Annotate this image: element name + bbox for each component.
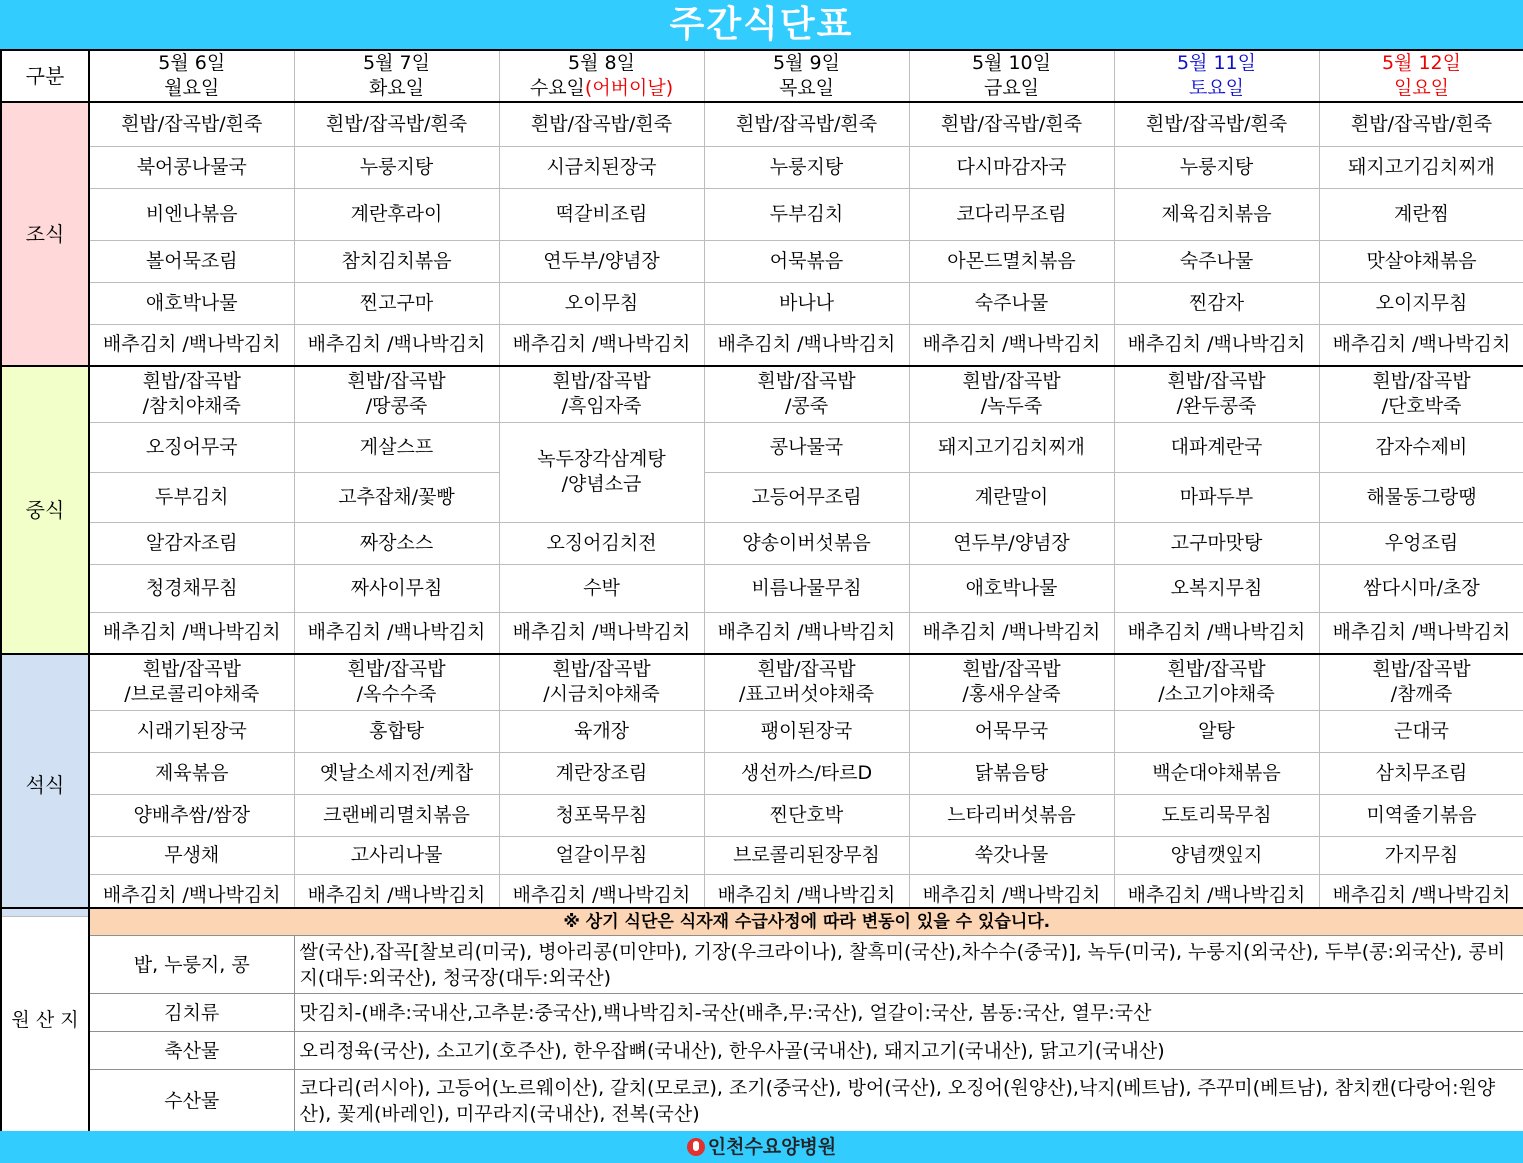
menu-item: 쌈다시마/초장 (1319, 564, 1523, 612)
menu-item: 제육김치볶음 (1114, 188, 1319, 240)
menu-item-line: /양념소금 (561, 473, 642, 495)
menu-item: 배추김치 /백나박김치 (704, 874, 909, 916)
breakfast-row (1, 282, 1523, 324)
menu-item: 고사리나물 (294, 836, 499, 874)
menu-item: 배추김치 /백나박김치 (294, 324, 499, 366)
lunch-row (1, 366, 1523, 422)
day-weekday-line (1115, 76, 1319, 101)
menu-item (499, 654, 704, 710)
menu-item: 육개장 (499, 710, 704, 752)
dinner-row (1, 752, 1523, 794)
menu-item: 계란장조림 (499, 752, 704, 794)
dinner-row (1, 794, 1523, 836)
breakfast-row (1, 188, 1523, 240)
menu-item: 시래기된장국 (89, 710, 294, 752)
menu-item: 짜장소스 (294, 522, 499, 564)
menu-item: 어묵무국 (909, 710, 1114, 752)
menu-item: 배추김치 /백나박김치 (499, 874, 704, 916)
menu-item: 생선까스/타르D (704, 752, 909, 794)
menu-item: 가지무침 (1319, 836, 1523, 874)
day-header (1114, 50, 1319, 102)
menu-item-line: /참치야채죽 (142, 395, 241, 418)
menu-item: 오징어무국 (89, 422, 294, 472)
menu-item: 흰밥/잡곡밥/흰죽 (1319, 102, 1523, 146)
dinner-row (1, 710, 1523, 752)
hospital-footer (0, 1131, 1523, 1163)
day-weekday-line (705, 76, 909, 101)
menu-item: 고추잡채/꽃빵 (294, 472, 499, 522)
menu-item-line: 흰밥/잡곡밥 (757, 370, 856, 393)
menu-item: 흰밥/잡곡밥/흰죽 (1114, 102, 1319, 146)
menu-item-line: 흰밥/잡곡밥 (1167, 658, 1266, 681)
menu-item: 어묵볶음 (704, 240, 909, 282)
menu-item: 배추김치 /백나박김치 (294, 612, 499, 654)
menu-item: 돼지고기김치찌개 (909, 422, 1114, 472)
menu-item: 연두부/양념장 (499, 240, 704, 282)
weekly-menu-table (0, 49, 1523, 917)
menu-item: 배추김치 /백나박김치 (499, 324, 704, 366)
menu-item: 흰밥/잡곡밥/흰죽 (294, 102, 499, 146)
menu-item: 오복지무침 (1114, 564, 1319, 612)
menu-item-line: 녹두장각삼계탕 (537, 448, 666, 470)
menu-item: 애호박나물 (909, 564, 1114, 612)
menu-item: 오이지무침 (1319, 282, 1523, 324)
menu-item-line: /콩죽 (784, 395, 829, 418)
menu-item: 찐고구마 (294, 282, 499, 324)
day-weekday: 월요일 (164, 77, 220, 99)
menu-item: 청경채무침 (89, 564, 294, 612)
menu-item-line: /시금치야채죽 (543, 683, 660, 706)
menu-item: 계란후라이 (294, 188, 499, 240)
origin-notice: ※ 상기 식단은 식자재 수급사정에 따라 변동이 있을 수 있습니다. (89, 908, 1523, 936)
day-header (704, 50, 909, 102)
header-label: 구분 (1, 50, 89, 102)
menu-item-line: /표고버섯야채죽 (739, 683, 874, 706)
menu-item: 브로콜리된장무침 (704, 836, 909, 874)
menu-item: 숙주나물 (1114, 240, 1319, 282)
menu-item: 찐감자 (1114, 282, 1319, 324)
day-header (1319, 50, 1523, 102)
menu-item (909, 654, 1114, 710)
menu-item: 배추김치 /백나박김치 (1114, 324, 1319, 366)
menu-item-line: 흰밥/잡곡밥 (142, 658, 241, 681)
menu-item: 숙주나물 (909, 282, 1114, 324)
menu-item: 배추김치 /백나박김치 (909, 612, 1114, 654)
menu-item: 배추김치 /백나박김치 (704, 324, 909, 366)
menu-item: 아몬드멸치볶음 (909, 240, 1114, 282)
menu-item-line: /옥수수죽 (356, 683, 437, 706)
menu-item: 코다리무조림 (909, 188, 1114, 240)
day-header (89, 50, 294, 102)
origin-text: 오리정육(국산), 소고기(호주산), 한우잡뼈(국내산), 한우사골(국내산), 돼지고기(국내산), 닭고기(국내산) (294, 1032, 1523, 1070)
menu-item-line: /녹두죽 (980, 395, 1043, 418)
menu-item-line: 흰밥/잡곡밥 (347, 658, 446, 681)
origin-text: 쌀(국산),잡곡[찰보리(미국), 병아리콩(미얀마), 기장(우크라이나), 찰흑미(국산),차수수(중국)], 녹두(미국), 누룽지(외국산), 두부(콩:외국산), 콩비지(대두:외국산), 청국장(대두:외국산) (294, 936, 1523, 994)
day-header (909, 50, 1114, 102)
header-row (1, 50, 1523, 102)
menu-item-line: 흰밥/잡곡밥 (552, 658, 651, 681)
menu-item (909, 366, 1114, 422)
menu-item-line: /완두콩죽 (1176, 395, 1257, 418)
day-weekday: 목요일 (778, 77, 835, 99)
menu-item: 누룽지탕 (294, 146, 499, 188)
menu-item (294, 654, 499, 710)
menu-item (89, 654, 294, 710)
menu-item (499, 366, 704, 422)
menu-item-line: /흑임자죽 (561, 395, 642, 418)
menu-item: 양배추쌈/쌈장 (89, 794, 294, 836)
menu-item: 흰밥/잡곡밥/흰죽 (499, 102, 704, 146)
day-header (499, 50, 704, 102)
menu-item-line: 흰밥/잡곡밥 (1372, 370, 1471, 393)
day-date: 5월 7일 (363, 52, 430, 74)
menu-item: 우엉조림 (1319, 522, 1523, 564)
menu-item: 흰밥/잡곡밥/흰죽 (704, 102, 909, 146)
menu-item: 배추김치 /백나박김치 (1114, 612, 1319, 654)
breakfast-label: 조식 (1, 102, 89, 366)
breakfast-row (1, 146, 1523, 188)
menu-item (704, 366, 909, 422)
menu-item: 두부김치 (89, 472, 294, 522)
lunch-row (1, 522, 1523, 564)
lunch-row (1, 612, 1523, 654)
menu-item: 근대국 (1319, 710, 1523, 752)
menu-item: 시금치된장국 (499, 146, 704, 188)
menu-item-line: 흰밥/잡곡밥 (962, 370, 1061, 393)
menu-item: 팽이된장국 (704, 710, 909, 752)
menu-item (89, 366, 294, 422)
menu-item: 무생채 (89, 836, 294, 874)
menu-item (1319, 366, 1523, 422)
origin-label: 원 산 지 (1, 908, 89, 1132)
menu-item: 양념깻잎지 (1114, 836, 1319, 874)
menu-item-line: /브로콜리야채죽 (124, 683, 260, 706)
menu-item: 배추김치 /백나박김치 (89, 324, 294, 366)
menu-item: 배추김치 /백나박김치 (294, 874, 499, 916)
menu-item: 떡갈비조림 (499, 188, 704, 240)
day-weekday: 일요일 (1393, 77, 1450, 99)
dinner-label: 석식 (1, 654, 89, 916)
menu-item: 배추김치 /백나박김치 (909, 324, 1114, 366)
menu-item: 계란찜 (1319, 188, 1523, 240)
lunch-row (1, 422, 1523, 472)
menu-item-line: 흰밥/잡곡밥 (552, 370, 651, 393)
day-weekday: 화요일 (368, 77, 425, 99)
menu-item-line: 흰밥/잡곡밥 (962, 658, 1061, 681)
menu-item: 배추김치 /백나박김치 (89, 874, 294, 916)
menu-item: 흰밥/잡곡밥/흰죽 (909, 102, 1114, 146)
menu-item: 미역줄기볶음 (1319, 794, 1523, 836)
menu-item: 제육볶음 (89, 752, 294, 794)
breakfast-row (1, 240, 1523, 282)
menu-item-line: 흰밥/잡곡밥 (142, 370, 241, 393)
menu-item: 배추김치 /백나박김치 (499, 612, 704, 654)
dinner-row (1, 654, 1523, 710)
menu-item: 감자수제비 (1319, 422, 1523, 472)
origin-table (0, 907, 1523, 1133)
menu-item: 누룽지탕 (1114, 146, 1319, 188)
day-weekday: 수요일 (529, 77, 585, 99)
menu-item: 삼치무조림 (1319, 752, 1523, 794)
day-weekday-line (295, 76, 499, 101)
origin-category: 김치류 (89, 994, 294, 1032)
origin-category: 밥, 누룽지, 콩 (89, 936, 294, 994)
day-date: 5월 8일 (568, 52, 635, 74)
menu-item: 배추김치 /백나박김치 (1319, 324, 1523, 366)
day-weekday: 금요일 (983, 77, 1040, 99)
menu-item: 배추김치 /백나박김치 (704, 612, 909, 654)
menu-item: 게살스프 (294, 422, 499, 472)
menu-item: 양송이버섯볶음 (704, 522, 909, 564)
menu-item: 고등어무조림 (704, 472, 909, 522)
menu-item: 오징어김치전 (499, 522, 704, 564)
menu-item-line: 흰밥/잡곡밥 (1372, 658, 1471, 681)
origin-text: 코다리(러시아), 고등어(노르웨이산), 갈치(모로코), 조기(중국산), 방어(국산), 오징어(원양산),낙지(베트남), 주꾸미(베트남), 참치캔(다랑어:원양산), 꽃게(바레인), 미꾸라지(국내산), 전복(국산) (294, 1070, 1523, 1132)
menu-item: 배추김치 /백나박김치 (89, 612, 294, 654)
dinner-row (1, 836, 1523, 874)
hospital-name: 인천수요양병원 (707, 1136, 837, 1158)
menu-item: 비엔나볶음 (89, 188, 294, 240)
origin-text: 맛김치-(배추:국내산,고추분:중국산),백나박김치-국산(배추,무:국산), 얼갈이:국산, 봄동:국산, 열무:국산 (294, 994, 1523, 1032)
menu-item: 참치김치볶음 (294, 240, 499, 282)
day-weekday-line (910, 76, 1114, 101)
day-date: 5월 6일 (158, 52, 226, 74)
menu-item: 누룽지탕 (704, 146, 909, 188)
menu-item: 맛살야채볶음 (1319, 240, 1523, 282)
breakfast-row (1, 102, 1523, 146)
menu-item: 얼갈이무침 (499, 836, 704, 874)
menu-item: 배추김치 /백나박김치 (909, 874, 1114, 916)
origin-category: 수산물 (89, 1070, 294, 1132)
menu-item: 바나나 (704, 282, 909, 324)
menu-item: 다시마감자국 (909, 146, 1114, 188)
origin-category: 축산물 (89, 1032, 294, 1070)
menu-item: 배추김치 /백나박김치 (1114, 874, 1319, 916)
menu-item: 배추김치 /백나박김치 (1319, 874, 1523, 916)
menu-item: 홍합탕 (294, 710, 499, 752)
menu-item: 백순대야채볶음 (1114, 752, 1319, 794)
menu-item-line: 흰밥/잡곡밥 (1167, 370, 1266, 393)
menu-item: 수박 (499, 564, 704, 612)
breakfast-row (1, 324, 1523, 366)
day-date: 5월 11일 (1176, 52, 1256, 74)
menu-item: 계란말이 (909, 472, 1114, 522)
menu-item-line: /소고기야채죽 (1158, 683, 1275, 706)
menu-item: 청포묵무침 (499, 794, 704, 836)
menu-item: 해물동그랑땡 (1319, 472, 1523, 522)
menu-item (1114, 366, 1319, 422)
lunch-row (1, 472, 1523, 522)
menu-item: 마파두부 (1114, 472, 1319, 522)
menu-item-line: 흰밥/잡곡밥 (757, 658, 856, 681)
menu-item: 닭볶음탕 (909, 752, 1114, 794)
menu-item: 대파계란국 (1114, 422, 1319, 472)
menu-item: 비름나물무침 (704, 564, 909, 612)
day-weekday-line (500, 76, 704, 101)
menu-item: 콩나물국 (704, 422, 909, 472)
menu-item: 돼지고기김치찌개 (1319, 146, 1523, 188)
menu-item: 고구마맛탕 (1114, 522, 1319, 564)
menu-item (294, 366, 499, 422)
menu-item (1114, 654, 1319, 710)
menu-item-special (499, 422, 704, 522)
menu-item: 짜사이무침 (294, 564, 499, 612)
day-weekday: 토요일 (1188, 77, 1245, 99)
day-weekday-line (1320, 76, 1523, 101)
menu-item-line: /홍새우살죽 (962, 683, 1061, 706)
menu-item: 볼어묵조림 (89, 240, 294, 282)
menu-item: 알감자조림 (89, 522, 294, 564)
menu-item (704, 654, 909, 710)
menu-item: 도토리묵무침 (1114, 794, 1319, 836)
menu-item-line: /땅콩죽 (365, 395, 428, 418)
menu-item: 오이무침 (499, 282, 704, 324)
menu-item: 알탕 (1114, 710, 1319, 752)
day-weekday-line (90, 76, 294, 101)
menu-item-line: /참깨죽 (1390, 683, 1453, 706)
menu-item: 느타리버섯볶음 (909, 794, 1114, 836)
menu-item-line: 흰밥/잡곡밥 (347, 370, 446, 393)
menu-item: 흰밥/잡곡밥/흰죽 (89, 102, 294, 146)
page-title: 주간식단표 (0, 0, 1523, 49)
menu-item: 쑥갓나물 (909, 836, 1114, 874)
lunch-row (1, 564, 1523, 612)
menu-item-line: /단호박죽 (1381, 395, 1462, 418)
menu-item: 크랜베리멸치볶음 (294, 794, 499, 836)
menu-item: 애호박나물 (89, 282, 294, 324)
menu-item: 북어콩나물국 (89, 146, 294, 188)
day-date: 5월 12일 (1381, 52, 1461, 74)
hospital-logo-icon (687, 1138, 705, 1156)
lunch-label: 중식 (1, 366, 89, 654)
menu-item: 옛날소세지전/케찹 (294, 752, 499, 794)
menu-item: 찐단호박 (704, 794, 909, 836)
menu-item: 배추김치 /백나박김치 (1319, 612, 1523, 654)
day-date: 5월 10일 (971, 52, 1051, 74)
menu-item: 연두부/양념장 (909, 522, 1114, 564)
day-date: 5월 9일 (773, 52, 840, 74)
day-note: (어버이날) (584, 77, 674, 99)
day-header (294, 50, 499, 102)
menu-item (1319, 654, 1523, 710)
menu-item: 두부김치 (704, 188, 909, 240)
